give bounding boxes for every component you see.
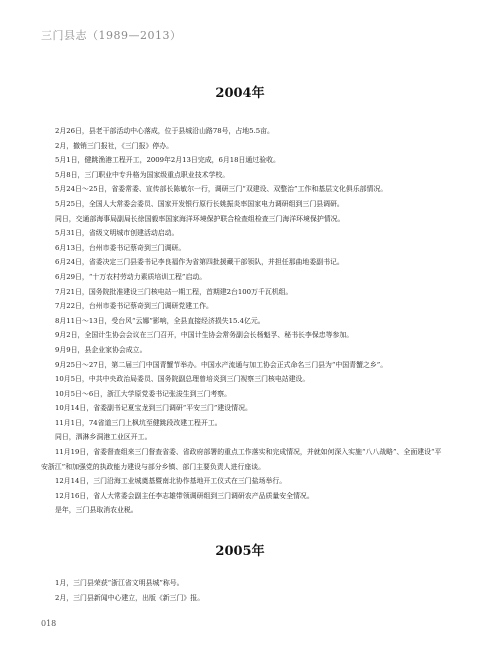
chronicle-entry: 11月1日，74省道三门上枫坑至健跳段改建工程开工。 — [55, 418, 222, 427]
chronicle-entry: 7月21日，国务院批准建设三门核电站一期工程，首期建2台100万千瓦机组。 — [55, 287, 293, 296]
year-heading-2004: 2004年 — [215, 86, 265, 101]
chronicle-entry: 10月5日～6日，浙江大学原党委书记张浚生到三门考察。 — [55, 389, 232, 398]
chronicle-entry: 8月11日～13日，受台风“云娜”影响，全县直接经济损失15.4亿元。 — [55, 316, 265, 325]
chronicle-entry: 2月，撤销三门报社，《三门报》停办。 — [55, 141, 174, 150]
chronicle-entry: 5月31日，省级文明城市创建活动启动。 — [55, 229, 179, 238]
chronicle-entry: 11月19日，省委督查组来三门督查省委、省政府部署的重点工作落实和完成情况，并就如何深入实施“八八战略”、全面建设“平安浙江”和加强党的执政能力建设与部分乡镇、部门主要负责人进行座谈。 — [41, 448, 442, 471]
chronicle-entry: 12月16日，省人大常委会副主任李志雄带领调研组到三门调研农产品质量安全情况。 — [55, 491, 314, 500]
chronicle-entry: 9月25日～27日，第二届三门中国青蟹节举办。中国水产流通与加工协会正式命名三门县为“中国青蟹之乡”。 — [55, 360, 388, 369]
chronicle-entry: 同日，交通部海事局副局长徐国毅率国家海洋环境保护联合检查组检查三门海洋环境保护情况。 — [55, 214, 345, 223]
chronicle-entry: 2月26日，县老干部活动中心落成，位于县城沿山路78号，占地5.5亩。 — [55, 127, 274, 135]
chronicle-entry: 7月22日，台州市委书记蔡奇到三门调研党建工作。 — [55, 302, 213, 311]
chronicle-entry: 是年，三门县取消农业税。 — [55, 506, 138, 515]
chronicle-entry: 1月，三门县荣获“浙江省文明县城”称号。 — [55, 579, 184, 587]
chronicle-entry: 6月29日，“十万农村劳动力素质培训工程”启动。 — [55, 272, 207, 281]
running-title: 三门县志（1989—2013） — [41, 29, 182, 42]
chronicle-entry: 6月13日，台州市委书记蔡奇到三门调研。 — [55, 243, 186, 252]
year-heading-2005: 2005年 — [215, 544, 265, 559]
chronicle-entry: 9月9日，县企业家协会成立。 — [55, 345, 147, 354]
chronicle-entry: 5月1日，健跳渔港工程开工，2009年2月13日完成，6月18日通过验收。 — [55, 156, 280, 165]
chronicle-entry: 6月24日，省委决定三门县委书记李良福作为省第四批援藏干部领队，并担任那曲地委副书记。 — [55, 258, 344, 267]
chronicle-entry: 2月，三门县新闻中心建立，出版《新三门》报。 — [55, 593, 205, 602]
chronicle-entry: 5月24日～25日，省委常委、宣传部长陈敏尔一行，调研三门“双建设、双整治”工作和基层文化俱乐部情况。 — [55, 185, 388, 194]
chronicle-entry: 10月5日，中共中央政治局委员、国务院副总理曾培炎到三门视察三门核电站建设。 — [55, 375, 310, 384]
chronicle-entry: 12月14日，三门沿海工业城奠基暨南北协作基地开工仪式在三门盐场举行。 — [55, 477, 287, 486]
page-number: 018 — [41, 619, 57, 628]
chronicle-entry: 10月14日，省委副书记夏宝龙到三门调研“平安三门”建设情况。 — [55, 404, 252, 413]
entries-2005 — [41, 576, 446, 605]
entries-2004 — [41, 124, 446, 518]
chronicle-entry: 同日，泗淋乡洞港工业区开工。 — [55, 433, 152, 442]
chronicle-entry: 5月25日，全国人大常委会委员、国家开发银行原行长姚振炎率国家电力调研组到三门县调研。 — [55, 199, 344, 208]
chronicle-entry: 5月8日，三门职业中专升格为国家级重点职业技术学校。 — [55, 170, 230, 179]
chronicle-entry: 9月2日，全国计生协会会议在三门召开，中国计生协会常务副会长杨魁孚、秘书长李保忠等参加。 — [55, 331, 354, 340]
